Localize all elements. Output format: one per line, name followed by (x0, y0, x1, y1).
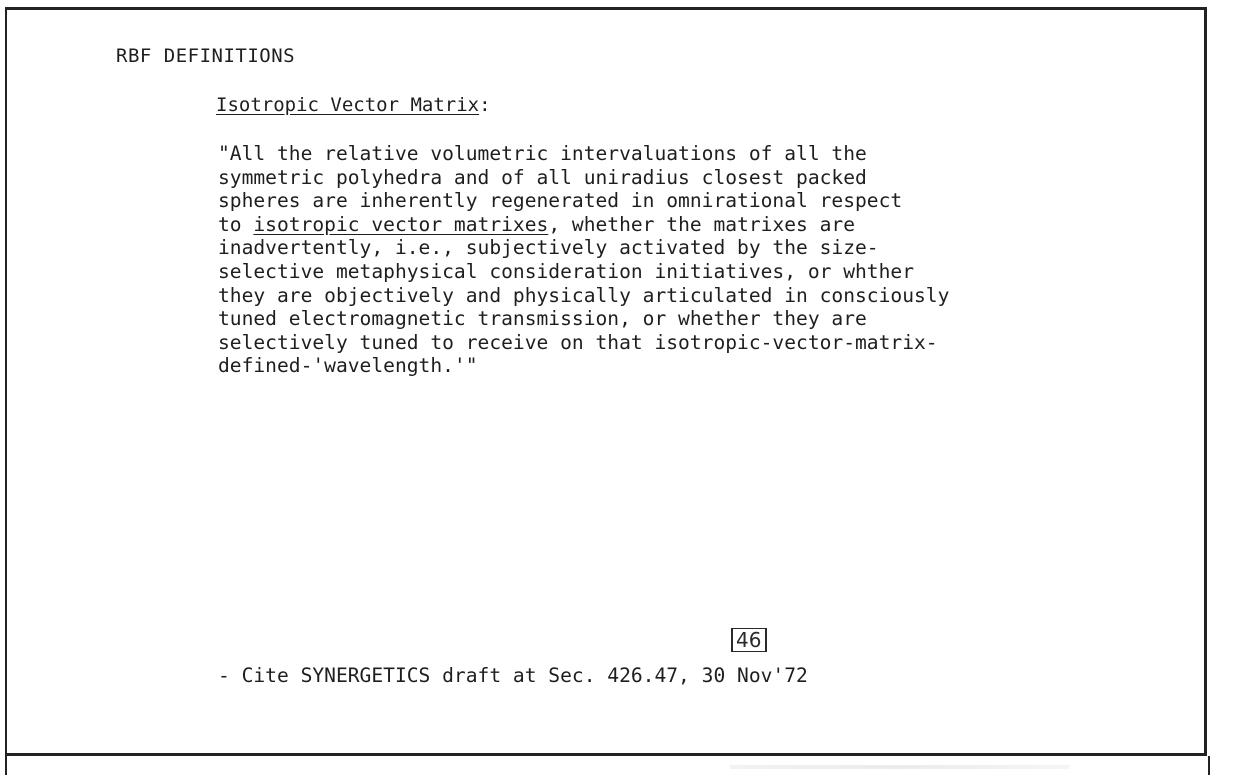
bleed-through-mark (730, 765, 1070, 769)
quote-line: defined-'wavelength.'" (218, 354, 478, 378)
quote-line: inadvertently, i.e., subjectively activated by the size- (218, 236, 879, 260)
quote-line: "All the relative volumetric intervaluations of all the (218, 142, 867, 165)
term-title (216, 94, 491, 116)
definition-card (5, 7, 1207, 756)
citation: - Cite SYNERGETICS draft at Sec. 426.47, 30 Nov'72 (218, 664, 808, 687)
underlined-term: isotropic vector matrixes (253, 212, 549, 236)
quote-line: symmetric polyhedra and of all uniradius closest packed (218, 165, 867, 189)
term-colon: : (479, 94, 491, 116)
quote-line: selectively tuned to receive on that isotropic-vector-matrix- (218, 330, 938, 354)
quote-line: tuned electromagnetic transmission, or whether they are (218, 307, 867, 331)
quote-line: to isotropic vector matrixes, whether the matrixes are (218, 212, 856, 236)
term-name: Isotropic Vector Matrix (216, 94, 480, 116)
quote-line: selective metaphysical consideration initiatives, or whther (218, 259, 914, 283)
handwritten-page-number: 46 (731, 628, 767, 652)
card-edge-right (1208, 756, 1210, 775)
quote-line: they are objectively and physically articulated in consciously (218, 283, 950, 307)
quote-line: spheres are inherently regenerated in omnirational respect (218, 189, 903, 213)
definition-quote (218, 142, 1118, 378)
card-header: RBF DEFINITIONS (116, 45, 296, 67)
card-edge-left (5, 756, 7, 775)
